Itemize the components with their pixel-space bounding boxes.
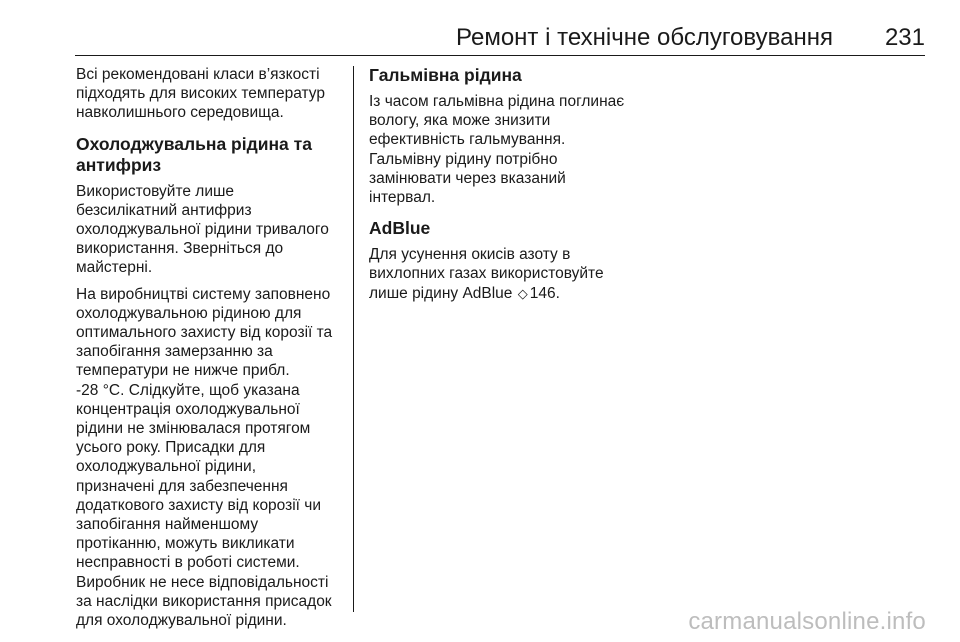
brake-fluid-heading: Гальмівна рідина	[369, 65, 522, 85]
column-divider	[353, 66, 354, 612]
page-title: Ремонт і технічне обслуговування	[456, 24, 833, 51]
page-header	[75, 24, 925, 52]
adblue-heading: AdBlue	[369, 218, 431, 239]
page-number: 231	[884, 24, 925, 51]
coolant-heading: Охолоджувальна рідина та антифриз	[76, 133, 312, 175]
brake-fluid-paragraph: Із часом гальмівна рідина поглинає вологу, яка може знизити ефективність гальмування. Гальмівну рідину потрібно замінювати через вказаний інтервал.	[369, 93, 625, 207]
header-rule	[75, 55, 925, 56]
coolant-paragraph-1: Використовуйте лише безсилікатний антифриз охолоджувальної рідини тривалого використання. Зверніться до майстерні.	[76, 182, 329, 277]
right-column	[369, 65, 641, 303]
adblue-paragraph	[369, 245, 641, 303]
watermark: carmanualsonline.info	[688, 608, 926, 635]
coolant-paragraph-2: На виробництві систему заповнено охолоджувальною рідиною для оптимального захисту від корозії та запобігання замерзанню за температури не нижче прибл. -28 °C. Слідкуйте, щоб указана концентрація охолоджувальної рідини не змінювалася протягом усього року. Присадки для охолоджувальної рідини, призначені для забезпечення додаткового захисту від корозії чи запобігання найменшому протіканню, можуть викликати несправності в роботі системи. Виробник не несе відповідальності за наслідки використання присадок для охолоджувальної рідини.	[76, 285, 333, 630]
left-column	[76, 65, 348, 630]
page-reference-arrow-icon: ◇	[517, 285, 528, 301]
viscosity-paragraph: Всі рекомендовані класи в’язкості підходять для високих температур навколишнього середовища.	[76, 66, 325, 122]
adblue-text: Для усунення окисів азоту в вихлопних газах використовуйте лише рідину AdBlue	[369, 246, 604, 302]
adblue-page-ref-link[interactable]: 146.	[529, 284, 560, 302]
